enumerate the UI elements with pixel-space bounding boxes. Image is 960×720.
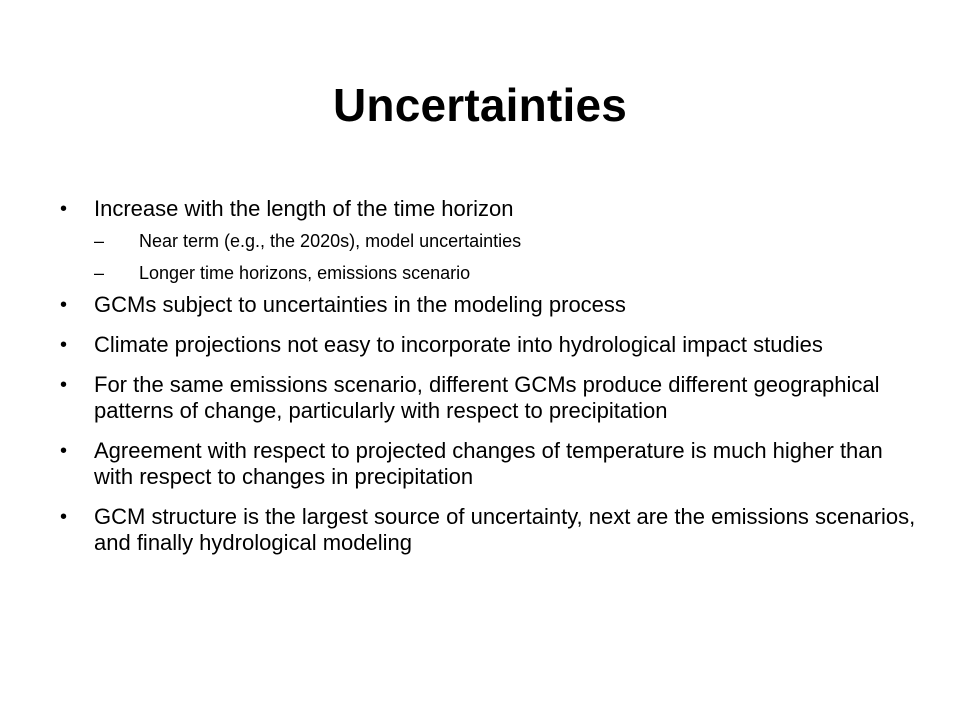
bullet-item <box>60 332 920 358</box>
slide-title: Uncertainties <box>332 79 628 131</box>
bullet-text: Increase with the length of the time horizon <box>94 196 514 221</box>
bullet-icon: • <box>60 198 68 220</box>
bullet-text: Climate projections not easy to incorporate into hydrological impact studies <box>94 332 823 357</box>
bullet-item <box>60 438 920 490</box>
bullet-icon: • <box>60 440 68 462</box>
bullet-icon: • <box>60 374 68 396</box>
bullet-text: GCMs subject to uncertainties in the modeling process <box>94 292 626 317</box>
dash-icon: – <box>94 231 105 251</box>
bullet-text: For the same emissions scenario, different GCMs produce different geographical patterns of change, particularly with respect to precipitation <box>94 372 880 423</box>
bullet-icon: • <box>60 294 68 316</box>
bullet-icon: • <box>60 506 68 528</box>
bullet-item <box>60 372 920 424</box>
sub-bullet-text: Near term (e.g., the 2020s), model uncertainties <box>139 231 522 251</box>
bullet-text: GCM structure is the largest source of uncertainty, next are the emissions scenarios, and finally hydrological modeling <box>94 504 916 555</box>
dash-icon: – <box>94 263 105 283</box>
sub-bullet-item <box>94 230 920 252</box>
bullet-item <box>60 504 920 556</box>
bullet-icon: • <box>60 334 68 356</box>
sub-bullet-list <box>94 230 920 284</box>
bullet-item <box>60 292 920 318</box>
sub-bullet-item <box>94 262 920 284</box>
bullet-text: Agreement with respect to projected changes of temperature is much higher than with respect to changes in precipitation <box>94 438 883 489</box>
bullet-item <box>60 196 920 284</box>
bullet-list <box>60 196 920 570</box>
sub-bullet-text: Longer time horizons, emissions scenario <box>139 263 471 283</box>
